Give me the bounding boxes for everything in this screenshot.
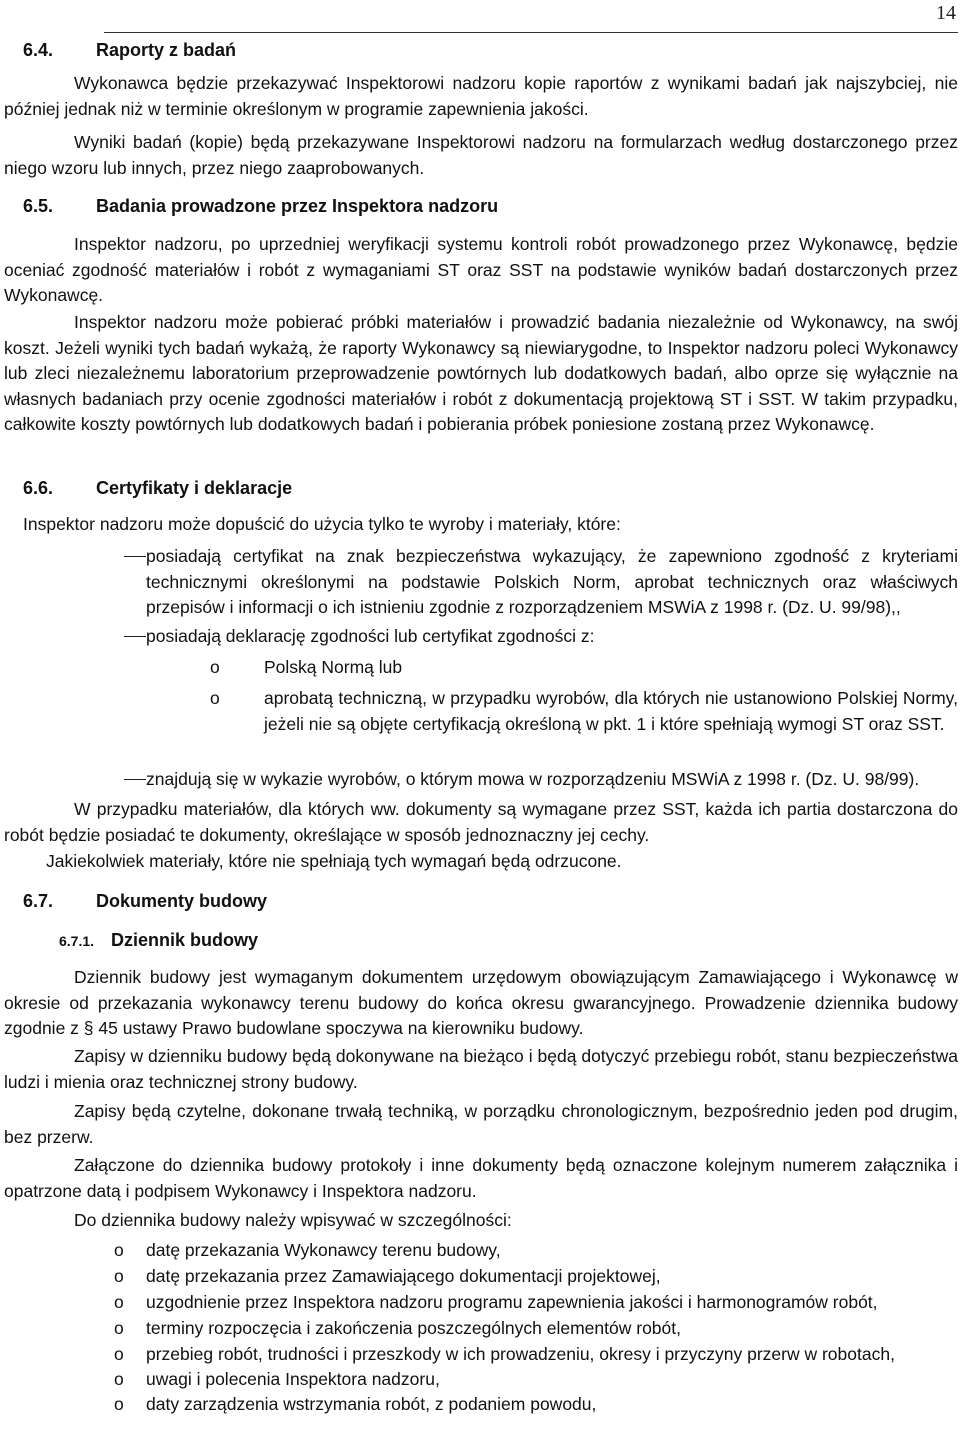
- section-number: 6.5.: [23, 196, 54, 216]
- section-title: Badania prowadzone przez Inspektora nadzoru: [96, 196, 499, 216]
- section-title: Raporty z badań: [96, 40, 237, 60]
- bullet-marker: o: [114, 1344, 124, 1364]
- bullet-marker: o: [210, 688, 220, 708]
- section-title: Dokumenty budowy: [96, 891, 268, 911]
- paragraph-text: Wyniki badań (kopie) będą przekazywane Inspektorowi nadzoru na formularzach według dostarczonego przez niego wzoru lub innych, przez niego zaaprobowanych.: [4, 132, 958, 178]
- section-number: 6.6.: [23, 478, 54, 498]
- subsection-number: 6.7.1.: [59, 933, 95, 949]
- paragraph: [4, 1099, 958, 1150]
- paragraph-text: Zapisy w dzienniku budowy będą dokonywane na bieżąco i będą dotyczyć przebiegu robót, stanu bezpieczeństwa ludzi i mienia oraz technicznej strony budowy.: [4, 1046, 958, 1092]
- dash-marker: [124, 556, 146, 557]
- header-rule: [104, 32, 958, 33]
- list-item-text: daty zarządzenia wstrzymania robót, z podaniem powodu,: [146, 1394, 597, 1414]
- bullet-marker: o: [114, 1240, 124, 1260]
- bullet-marker: o: [114, 1266, 124, 1286]
- list-item-text: posiadają deklarację zgodności lub certyfikat zgodności z:: [146, 626, 595, 646]
- bullet-marker: o: [114, 1292, 124, 1312]
- paragraph: [4, 1044, 958, 1095]
- paragraph: [4, 310, 958, 438]
- section-heading-6-5: [23, 196, 499, 217]
- section-number: 6.4.: [23, 40, 54, 60]
- list-item-text: terminy rozpoczęcia i zakończenia poszczególnych elementów robót,: [146, 1318, 681, 1338]
- paragraph: [4, 965, 958, 1042]
- page-number: 14: [936, 2, 956, 24]
- bullet-marker: o: [210, 657, 220, 677]
- list-item-text: datę przekazania Wykonawcy terenu budowy,: [146, 1240, 501, 1260]
- list-item-text: uzgodnienie przez Inspektora nadzoru programu zapewnienia jakości i harmonogramów robót,: [146, 1292, 878, 1312]
- paragraph-text: W przypadku materiałów, dla których ww. dokumenty są wymagane przez SST, każda ich partia dostarczona do robót będzie posiadać te dokumenty, określające w sposób jednoznaczny jej cechy.: [4, 799, 958, 845]
- list-item-text: aprobatą techniczną, w przypadku wyrobów, dla których nie ustanowiono Polskiej Normy, jeżeli nie są objęte certyfikacją określoną w pkt. 1 i które spełniają wymogi ST oraz SST.: [264, 688, 958, 734]
- bullet-marker: o: [114, 1318, 124, 1338]
- subsection-title: Dziennik budowy: [111, 930, 259, 950]
- paragraph: [4, 232, 958, 309]
- list-item-text: datę przekazania przez Zamawiającego dokumentacji projektowej,: [146, 1266, 661, 1286]
- section-heading-6-4: [23, 40, 237, 61]
- paragraph-text: Inspektor nadzoru, po uprzedniej weryfikacji systemu kontroli robót prowadzonego przez Wykonawcę, będzie oceniać zgodność materiałów i robót z wymaganiami ST oraz SST na podstawie wyników badań dostarczonych przez Wykonawcę.: [4, 234, 958, 305]
- section-number: 6.7.: [23, 891, 54, 911]
- paragraph: [4, 1153, 958, 1204]
- paragraph-text: Załączone do dziennika budowy protokoły i inne dokumenty będą oznaczone kolejnym numerem załącznika i opatrzone datą i podpisem Wykonawcy i Inspektora nadzoru.: [4, 1155, 958, 1201]
- subsection-heading-6-7-1: [59, 930, 259, 951]
- bullet-marker: o: [114, 1369, 124, 1389]
- paragraph: Jakiekolwiek materiały, które nie spełniają tych wymagań będą odrzucone.: [46, 851, 622, 871]
- paragraph-text: Inspektor nadzoru może pobierać próbki materiałów i prowadzić badania niezależnie od Wykonawcy, na swój koszt. Jeżeli wyniki tych badań wykażą, że raporty Wykonawcy są niewiarygodne, to Inspektor nadzoru poleci Wykonawcy lub zleci niezależnemu laboratorium przeprowadzenie powtórnych lub dodatkowych badań, albo oprze się wyłącznie na własnych badaniach przy ocenie zgodności materiałów i robót z dokumentacją projektową ST i SST. W takim przypadku, całkowite koszty powtórnych lub dodatkowych badań i pobierania próbek poniesione zostaną przez Wykonawcę.: [4, 312, 958, 434]
- list-item-text: uwagi i polecenia Inspektora nadzoru,: [146, 1369, 440, 1389]
- section-title: Certyfikaty i deklaracje: [96, 478, 293, 498]
- paragraph: Inspektor nadzoru może dopuścić do użycia tylko te wyroby i materiały, które:: [23, 514, 621, 534]
- dash-marker: [124, 779, 146, 780]
- list-item-text: przebieg robót, trudności i przeszkody w ich prowadzeniu, okresy i przyczyny przerw w robotach,: [146, 1344, 895, 1364]
- section-heading-6-7: [23, 891, 268, 912]
- section-heading-6-6: [23, 478, 293, 499]
- list-item-text: Polską Normą lub: [264, 657, 403, 677]
- bullet-marker: o: [114, 1394, 124, 1414]
- list-item-text: znajdują się w wykazie wyrobów, o którym mowa w rozporządzeniu MSWiA z 1998 r. (Dz. U. 98/99).: [146, 769, 920, 789]
- paragraph: [4, 130, 958, 181]
- paragraph: [4, 797, 958, 848]
- paragraph: [4, 71, 958, 122]
- paragraph-text: Zapisy będą czytelne, dokonane trwałą techniką, w porządku chronologicznym, bezpośrednio jeden pod drugim, bez przerw.: [4, 1101, 958, 1147]
- paragraph-text: Dziennik budowy jest wymaganym dokumentem urzędowym obowiązującym Zamawiającego i Wykonawcę w okresie od przekazania wykonawcy terenu budowy do końca okresu gwarancyjnego. Prowadzenie dziennika budowy zgodnie z § 45 ustawy Prawo budowlane spoczywa na kierowniku budowy.: [4, 967, 958, 1038]
- list-item-text: posiadają certyfikat na znak bezpieczeństwa wykazujący, że zapewniono zgodność z kryteriami technicznymi określonymi na podstawie Polskich Norm, aprobat technicznych oraz właściwych przepisów i informacji o ich istnieniu zgodnie z rozporządzeniem MSWiA z 1998 r. (Dz. U. 99/98),,: [146, 546, 958, 617]
- paragraph-text: Wykonawca będzie przekazywać Inspektorowi nadzoru kopie raportów z wynikami badań jak najszybciej, nie później jednak niż w terminie określonym w programie zapewnienia jakości.: [4, 73, 958, 119]
- paragraph: Do dziennika budowy należy wpisywać w szczególności:: [74, 1210, 512, 1230]
- dash-marker: [124, 636, 146, 637]
